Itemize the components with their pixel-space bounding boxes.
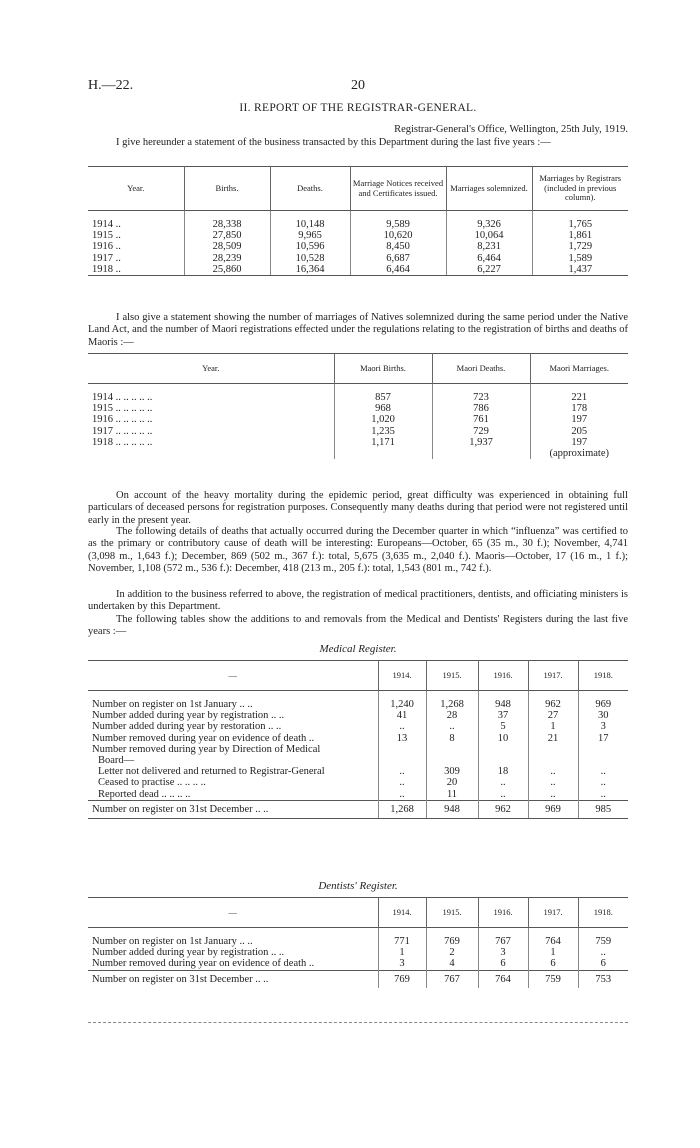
registration-paragraph: In addition to the business referred to above, the registration of medical practitioners, dentists, and officiating ministers is undertaken by this Department. xyxy=(88,589,628,613)
page-number: 20 xyxy=(351,78,365,93)
table-row: 1918 .. 25,860 16,364 6,464 6,227 1,437 xyxy=(88,264,628,276)
col-header: Deaths. xyxy=(270,167,350,211)
col-header: 1918. xyxy=(578,661,628,691)
maori-paragraph: I also give a statement showing the number of marriages of Natives solemnized during the same period under the Native Land Act, and the number of Maori registrations effected under the regulations relating to the registration of births and deaths of Maoris :— xyxy=(88,312,628,348)
col-header: Maori Marriages. xyxy=(530,354,628,384)
table-row: 1916 .. 28,509 10,596 8,450 8,231 1,729 xyxy=(88,241,628,252)
medical-register-table xyxy=(88,660,628,819)
table-row: Number on register on 1st January .. .. 1,240 1,268 948 962 969 xyxy=(88,699,628,710)
col-header: Maori Deaths. xyxy=(432,354,530,384)
col-header: Births. xyxy=(184,167,270,211)
report-title: II. REPORT OF THE REGISTRAR-GENERAL. xyxy=(239,102,477,114)
table-row: Ceased to practise .. .. .. .. .. 20 .. .. .. xyxy=(88,777,628,788)
table-row: Letter not delivered and returned to Registrar-General .. 309 18 .. .. xyxy=(88,766,628,777)
table-row: 1914 .. 28,338 10,148 9,589 9,326 1,765 xyxy=(88,219,628,230)
col-header: Marriage Notices received and Certificates issued. xyxy=(350,167,446,211)
table-row: Number added during year by registration .. .. 41 28 37 27 30 xyxy=(88,710,628,721)
col-header: 1916. xyxy=(478,898,528,928)
col-header: 1918. xyxy=(578,898,628,928)
table-row: Reported dead .. .. .. .. .. 11 .. .. .. xyxy=(88,789,628,801)
col-header: — xyxy=(228,669,237,680)
col-header: 1915. xyxy=(426,661,478,691)
col-header: Year. xyxy=(127,182,145,193)
table-row: Number added during year by restoration .. .. .. .. 5 1 3 xyxy=(88,721,628,732)
col-header: Maori Births. xyxy=(334,354,432,384)
col-header: — xyxy=(228,906,237,917)
table-row: 1914 .. .. .. .. .. 857 723 221 xyxy=(88,392,628,403)
table-row: Number removed during year on evidence of death .. 3 4 6 6 6 xyxy=(88,958,628,970)
table-row: Number removed during year by Direction of Medical xyxy=(88,744,628,755)
col-header: 1916. xyxy=(478,661,528,691)
table-row: 1916 .. .. .. .. .. 1,020 761 197 xyxy=(88,414,628,425)
influenza-paragraph: The following details of deaths that actually occurred during the December quarter in which “influenza” was certified to as the primary or contributory cause of death will be interesting: Europeans—October, 65 (35 m., 30 f.); November, 4,741 (3,098 m., 1,643 f.); December, 869 (502 m., 367 f.): total, 5,675 (3,635 m., 2,040 f.). Maoris—October, 17 (16 m., 1 f.); November, 1,108 (572 m., 536 f.): December, 418 (213 m., 205 f.): total, 1,543 (801 m., 742 f.). xyxy=(88,526,628,575)
col-header: 1917. xyxy=(528,661,578,691)
document-reference: H.—22. xyxy=(88,78,134,93)
approximate-note: (approximate) xyxy=(530,448,628,459)
table-row: 1915 .. 27,850 9,965 10,620 10,064 1,861 xyxy=(88,230,628,241)
table-row: Number removed during year on evidence of death .. 13 8 10 21 17 xyxy=(88,733,628,744)
col-header: Marriages by Registrars (included in previous column). xyxy=(532,167,628,211)
table-row: 1917 .. .. .. .. .. 1,235 729 205 xyxy=(88,426,628,437)
table-row: Number on register on 1st January .. .. 771 769 767 764 759 xyxy=(88,936,628,947)
bottom-rule xyxy=(88,1022,628,1023)
col-header: 1914. xyxy=(378,898,426,928)
table-row: 1917 .. 28,239 10,528 6,687 6,464 1,589 xyxy=(88,253,628,264)
dateline: Registrar-General's Office, Wellington, 25th July, 1919. xyxy=(394,124,628,135)
page-header xyxy=(88,78,628,94)
col-header: 1915. xyxy=(426,898,478,928)
dentists-register-caption: Dentists' Register. xyxy=(318,880,398,892)
total-row: Number on register on 31st December .. .. 1,268 948 962 969 985 xyxy=(88,800,628,818)
table-row: 1915 .. .. .. .. .. 968 786 178 xyxy=(88,403,628,414)
table-row xyxy=(88,448,628,459)
table-row: 1918 .. .. .. .. .. 1,171 1,937 197 xyxy=(88,437,628,448)
business-table xyxy=(88,166,628,276)
dentists-register-table xyxy=(88,897,628,988)
intro-paragraph: I give hereunder a statement of the business transacted by this Department during the last five years :— xyxy=(116,137,551,148)
col-header: Marriages solemnized. xyxy=(446,167,532,211)
table-row: Number added during year by registration .. .. 1 2 3 1 .. xyxy=(88,947,628,958)
epidemic-paragraph: On account of the heavy mortality during the epidemic period, great difficulty was experienced in obtaining full particulars of deceased persons for registration purposes. Consequently many deaths during that period were not registered until early in the present year. xyxy=(88,490,628,526)
total-row: Number on register on 31st December .. .. 769 767 764 759 753 xyxy=(88,970,628,988)
col-header: 1917. xyxy=(528,898,578,928)
col-header: Year. xyxy=(202,362,220,373)
table-row: Board— xyxy=(88,755,628,766)
maori-table xyxy=(88,353,628,459)
registers-paragraph: The following tables show the additions to and removals from the Medical and Dentists' Registers during the last five years :— xyxy=(88,614,628,638)
col-header: 1914. xyxy=(378,661,426,691)
medical-register-caption: Medical Register. xyxy=(319,643,397,655)
